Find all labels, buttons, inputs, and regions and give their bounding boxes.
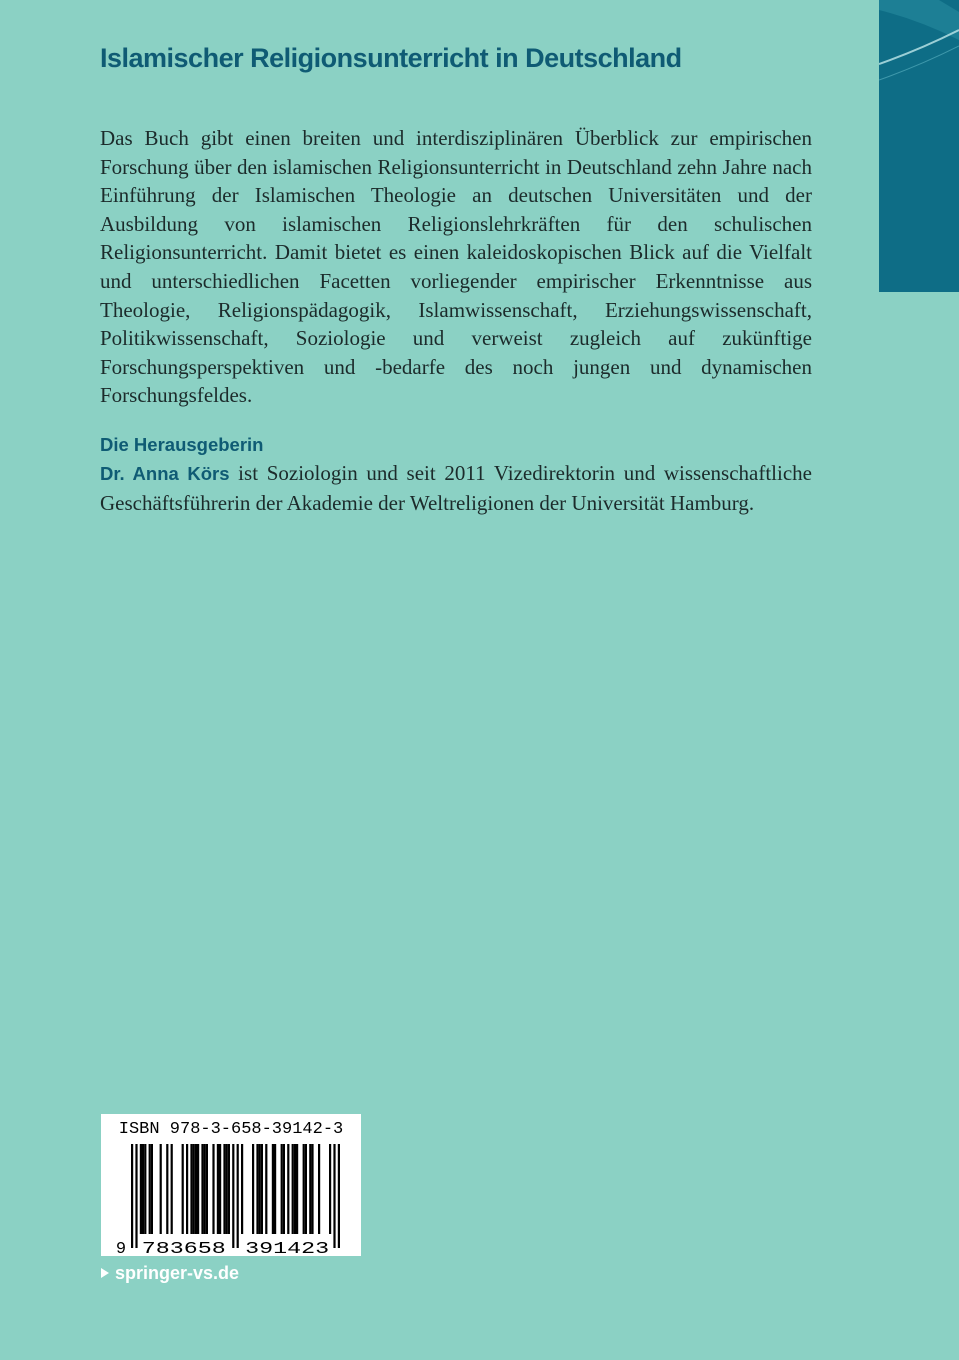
isbn-label: ISBN 978-3-658-39142-3 [118,1120,344,1139]
barcode-bar [182,1144,184,1234]
publisher-link-text: springer-vs.de [115,1263,240,1283]
barcode-bar [201,1144,203,1234]
barcode-bar [281,1144,283,1234]
barcode-bar [333,1144,335,1248]
barcode-bar [219,1144,221,1234]
isbn-barcode [101,1114,361,1256]
barcode-bar [232,1144,234,1248]
publisher-link[interactable] [101,1262,239,1284]
barcode-bar [283,1144,285,1234]
barcode-bar [144,1144,146,1234]
corner-band-graphic [879,0,959,292]
barcode-bar [204,1144,206,1234]
decorative-corner-band [879,0,959,292]
barcode-bar [294,1144,296,1234]
barcode-bar [338,1144,340,1248]
editor-name: Dr. Anna Körs [100,463,230,484]
barcode-bar [311,1144,313,1234]
barcode-bar [309,1144,311,1234]
editor-heading: Die Herausgeberin [100,434,264,455]
barcode-bar [223,1144,225,1234]
barcode-bar [287,1144,289,1234]
barcode-bar [186,1144,188,1234]
barcode-bar [228,1144,230,1234]
barcode-lead-digit: 9 [115,1240,127,1256]
barcode-bar [296,1144,298,1234]
barcode-bar [212,1144,214,1234]
book-title: Islamischer Religionsunterricht in Deutschland [100,43,682,73]
barcode-bar [303,1144,305,1234]
barcode-bar [197,1144,199,1234]
barcode-right-digits: 391423 [245,1240,330,1256]
editor-bio [100,459,812,517]
barcode-bar [318,1144,320,1234]
editor-bio-text: ist Soziologin und seit 2011 Vizedirektorin und wissenschaftliche Geschäftsführerin der Akademie der Weltreligionen der Universität Hamburg. [100,461,812,515]
barcode-bar [190,1144,192,1234]
barcode-bar [272,1144,274,1234]
barcode-bar [261,1144,263,1234]
barcode-bar [149,1144,151,1234]
barcode-bar [265,1144,267,1234]
barcode-bar [131,1144,133,1248]
barcode-bar [193,1144,195,1234]
barcode-bar [151,1144,153,1234]
barcode-bar [166,1144,168,1234]
barcode-bar [259,1144,261,1234]
barcode-bar [305,1144,307,1234]
barcode-bar [160,1144,162,1234]
barcode-bar [329,1144,331,1234]
book-description: Das Buch gibt einen breiten und interdisziplinären Überblick zur empirischen Forschung über den islamischen Religionsunterricht in Deutschland zehn Jahre nach Einführung der Islamischen Theologie an deutschen Universitäten und der Ausbildung von islamischen Religionslehrkräften für den schulischen Religionsunterricht. Damit bietet es einen kaleidoskopischen Blick auf die Vielfalt und unterschiedlichen Facetten vorliegender empirischer Erkenntnisse aus Theologie, Religionspädagogik, Islamwissenschaft, Erziehungswissenschaft, Politikwissenschaft, Soziologie und verweist zugleich auf zukünftige Forschungsperspektiven und -bedarfe des noch jungen und dynamischen Forschungsfeldes. [100,126,812,408]
barcode-bar [241,1144,243,1234]
barcode-bar [252,1144,254,1234]
barcode-bar [135,1144,137,1248]
barcode-bar [171,1144,173,1234]
barcode-bar [195,1144,197,1234]
barcode-bar [226,1144,228,1234]
barcode-bar-group [131,1144,340,1248]
barcode-bar [274,1144,276,1234]
barcode-bars [101,1144,361,1256]
barcode-left-digits: 783658 [141,1240,226,1256]
barcode-graphic [101,1144,361,1256]
barcode-bar [142,1144,144,1234]
triangle-right-icon [101,1268,109,1278]
barcode-bar [140,1144,142,1234]
barcode-bar [256,1144,258,1234]
barcode-bar [206,1144,208,1234]
barcode-bar [292,1144,294,1234]
barcode-bar [237,1144,239,1248]
barcode-bar [217,1144,219,1234]
